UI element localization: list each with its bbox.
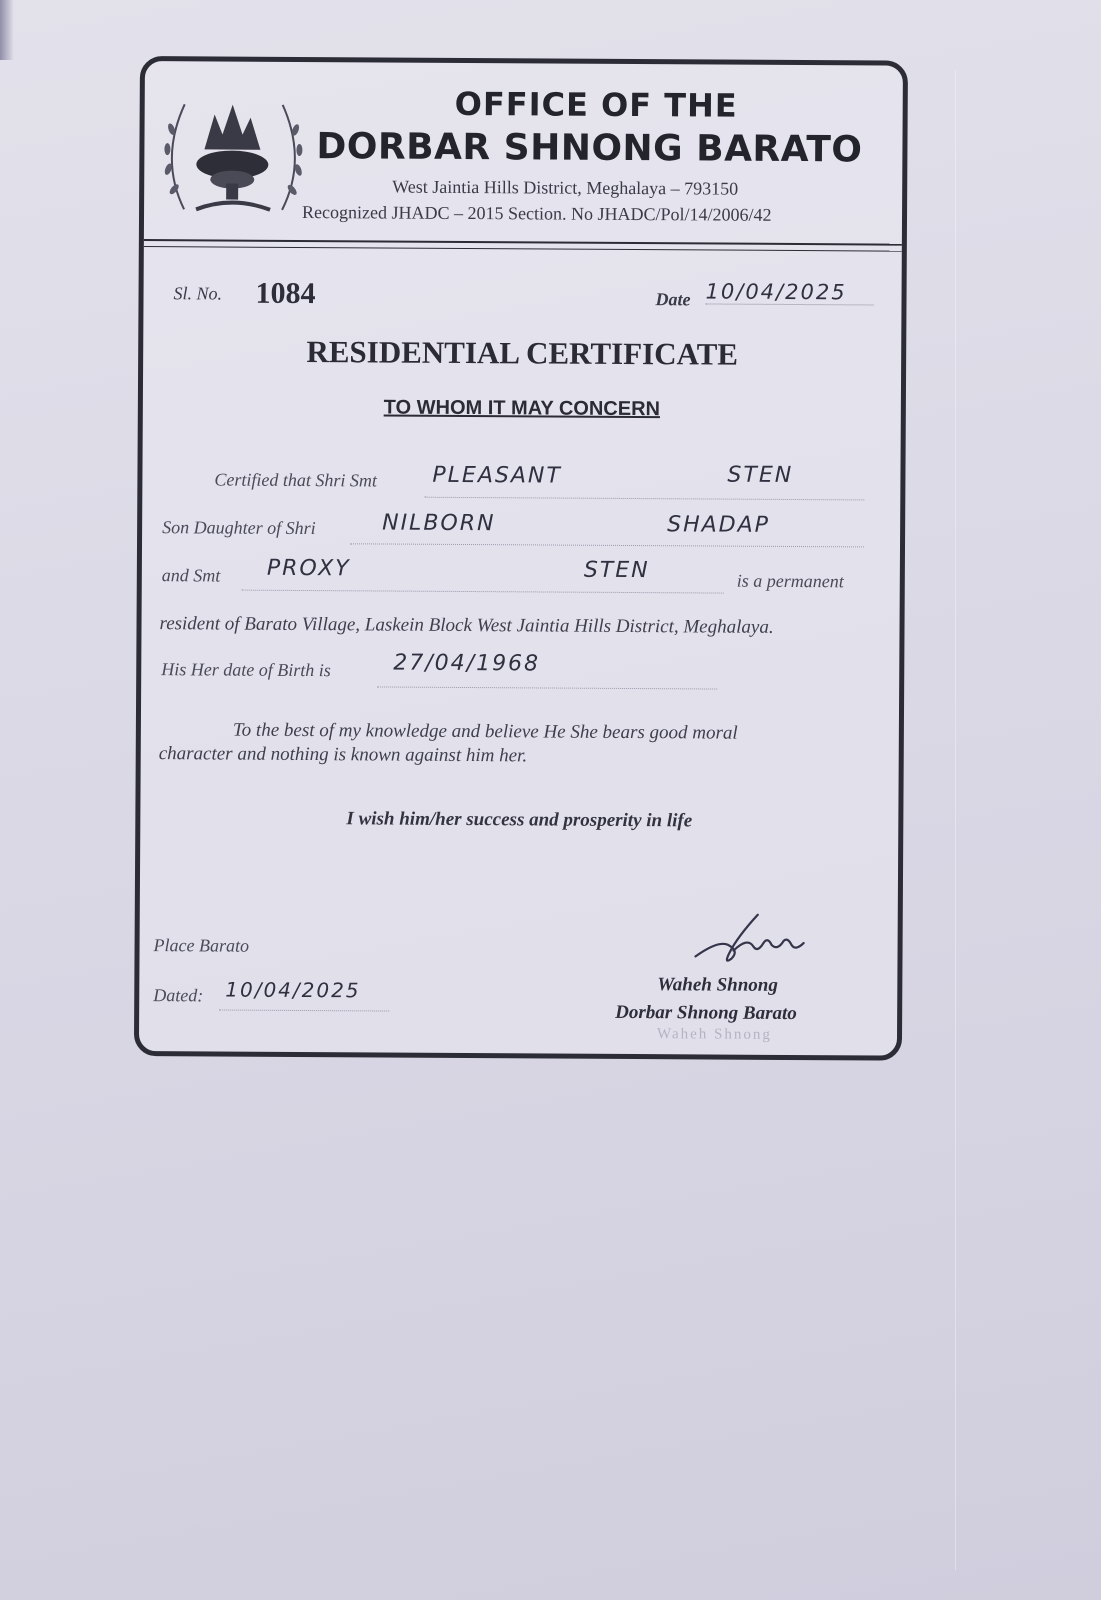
paper-edge	[0, 0, 14, 60]
place-label: Place Barato	[153, 935, 250, 956]
certified-label: Certified that Shri Smt	[214, 469, 377, 491]
certificate-frame	[134, 56, 908, 1061]
mother-last-name: STEN	[583, 557, 650, 584]
resident-line: resident of Barato Village, Laskein Block West Jaintia Hills District, Meghalaya.	[159, 613, 774, 638]
certificate-header	[144, 61, 903, 246]
stamp-impression: Waheh Shnong	[656, 1026, 772, 1043]
dated-label: Dated:	[153, 985, 204, 1006]
signatory-office: Dorbar Shnong Barato	[615, 1001, 797, 1025]
office-address: West Jaintia Hills District, Meghalaya – 793150	[392, 176, 739, 199]
mother-first-name: PROXY	[266, 555, 351, 582]
serial-label: Sl. No.	[173, 283, 223, 304]
mother-line	[242, 590, 724, 594]
character-line-1: To the best of my knowledge and believe He She bears good moral	[232, 719, 738, 744]
name-line	[424, 497, 864, 501]
character-line-2: character and nothing is known against him her.	[158, 743, 528, 767]
dob-label: His Her date of Birth is	[161, 659, 331, 681]
mother-label: and Smt	[161, 565, 221, 586]
office-name: DORBAR SHNONG BARATO	[316, 126, 863, 171]
signatory-name: Waheh Shnong	[657, 974, 778, 996]
holder-first-name: PLEASANT	[432, 462, 562, 489]
permanent-label: is a permanent	[736, 570, 844, 592]
date-label: Date	[655, 289, 691, 310]
certificate-title: RESIDENTIAL CERTIFICATE	[306, 334, 739, 372]
salutation: TO WHOM IT MAY CONCERN	[383, 396, 661, 421]
dob-value: 27/04/1968	[393, 650, 541, 677]
office-title: OFFICE OF THE	[454, 84, 738, 125]
father-last-name: SHADAP	[667, 512, 771, 538]
wish-line: I wish him/her success and prosperity in life	[346, 808, 693, 832]
dob-line	[377, 686, 717, 689]
date-value: 10/04/2025	[705, 279, 873, 305]
father-first-name: NILBORN	[382, 510, 496, 537]
parent-label: Son Daughter of Shri	[162, 517, 316, 539]
recognition-text: Recognized JHADC – 2015 Section. No JHADC/Pol/14/2006/42	[301, 201, 772, 225]
emblem-icon	[154, 79, 313, 222]
paper-fold	[955, 70, 956, 1570]
serial-number: 1084	[255, 276, 316, 311]
father-line	[350, 543, 864, 547]
holder-last-name: STEN	[727, 462, 794, 488]
dated-value: 10/04/2025	[225, 977, 361, 1003]
dated-line	[219, 1010, 389, 1012]
signature-icon	[687, 906, 817, 969]
